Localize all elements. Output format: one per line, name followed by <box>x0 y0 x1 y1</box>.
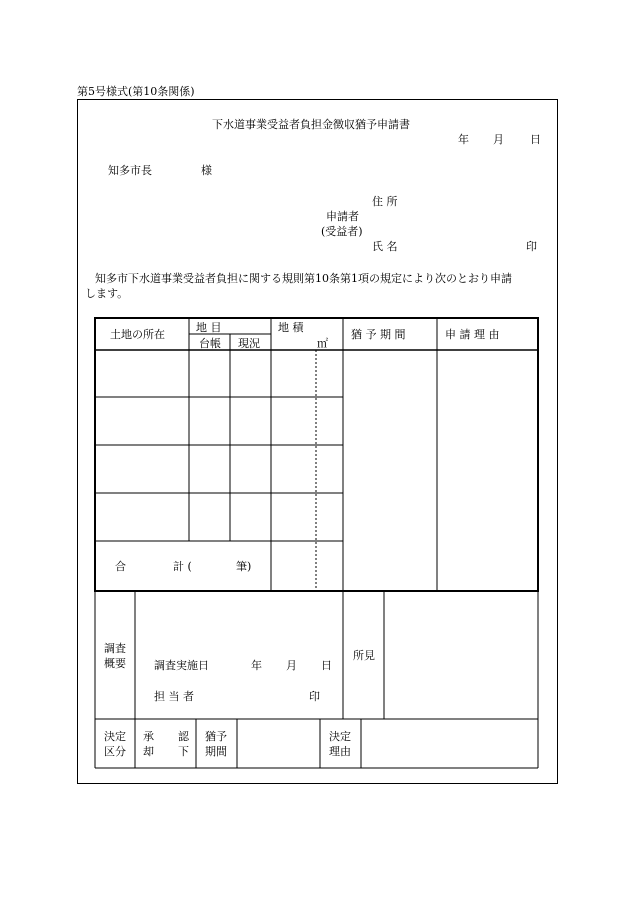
person-label: 担 当 者 <box>154 690 194 703</box>
body-line2: します。 <box>85 287 129 300</box>
total-right: 筆) <box>236 560 252 573</box>
decision-period-1: 猶予 <box>205 730 227 743</box>
decision-reason-2: 理由 <box>329 745 351 758</box>
register-header: 台帳 <box>199 337 221 350</box>
survey-year: 年 <box>251 659 262 672</box>
area-header: 地 積 <box>278 321 304 334</box>
date-year: 年 <box>458 133 469 146</box>
honorific: 様 <box>201 164 212 177</box>
body-line1: 知多市下水道事業受益者負担に関する規則第10条第1項の規定により次のとおり申請 <box>95 272 512 285</box>
form-title: 下水道事業受益者負担金徴収猶予申請書 <box>212 118 410 131</box>
reject-a: 却 <box>143 745 154 758</box>
decision-reason-1: 決定 <box>329 730 351 743</box>
survey-overview-1: 調査 <box>104 642 126 655</box>
approve-a: 承 <box>143 730 154 743</box>
date-month: 月 <box>493 133 504 146</box>
current-header: 現況 <box>238 337 260 350</box>
decision-class-1: 決定 <box>104 730 126 743</box>
survey-day: 日 <box>321 659 332 672</box>
decision-period-2: 期間 <box>205 745 227 758</box>
location-header: 土地の所在 <box>110 328 165 341</box>
person-seal: 印 <box>309 690 320 703</box>
approve-b: 認 <box>178 730 189 743</box>
land-category-header-a: 地 目 <box>196 321 222 334</box>
addressee: 知多市長 <box>108 164 152 177</box>
reason-header: 申 請 理 由 <box>445 328 500 341</box>
deferral-period-header: 猶 予 期 間 <box>351 328 406 341</box>
address-label: 住 所 <box>372 195 398 208</box>
total-mid: 計 ( <box>173 560 192 573</box>
survey-date-label: 調査実施日 <box>154 659 209 672</box>
area-unit: ㎡ <box>317 337 328 350</box>
date-day: 日 <box>530 133 541 146</box>
applicant-label: 申請者 <box>326 210 359 223</box>
beneficiary-label: (受益者) <box>321 225 363 238</box>
survey-overview-2: 概要 <box>104 657 126 670</box>
total-left: 合 <box>115 560 126 573</box>
applicant-seal: 印 <box>526 240 537 253</box>
survey-month: 月 <box>286 659 297 672</box>
form-number: 第5号様式(第10条関係) <box>77 85 195 98</box>
decision-class-2: 区分 <box>104 745 126 758</box>
name-label: 氏 名 <box>372 240 398 253</box>
opinion-label: 所見 <box>353 649 375 662</box>
reject-b: 下 <box>178 745 189 758</box>
